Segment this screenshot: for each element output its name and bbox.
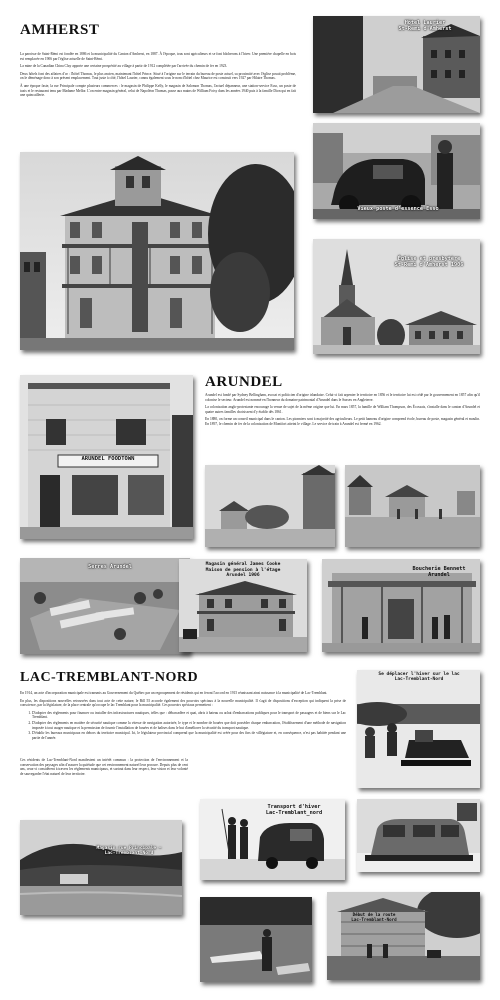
eglise-caption: Église et presbytère St-Rémi d'Amherst 1906 — [394, 256, 464, 269]
arundel-street-photo — [345, 465, 480, 547]
magasin-principale-caption: Magasin rue Principale – Lac-Tremblant-Nord — [96, 846, 162, 857]
amherst-text-block — [20, 52, 296, 101]
ltn-powers-list — [20, 711, 346, 741]
deplacer-hiver-caption: Se déplacer l'hiver sur le lac Lac-Tremblant-Nord — [378, 672, 460, 683]
list-item: 2. D'adopter des règlements en matière de sécurité nautique comme la vitesse de navigation autorisée, le type et le nombre de bouées que doit posséder chaque embarcation, l'établissement d'une méthode de navigation imposée à tout usager nautique et la permission de fournir l'installation de bouées et de balises dans le but d'améliorer la sécurité du transport nautique. — [32, 721, 346, 730]
arundel-paragraph: En 1880, on forme un conseil municipal dans le canton. Les pionniers sont à majorité des agriculteurs. Le petit hameau d'origine comprend école, bureau de poste, magasin général et moulin. En 1897, le chemin de fer de la colonisation de Montfort atteint le village. Le service de train à Arundel est fermé en 1962. — [205, 417, 480, 426]
arundel-village-photo — [205, 465, 335, 547]
ltn-text-block — [20, 691, 346, 743]
boucherie-caption: Boucherie Bennett Arundel — [412, 566, 466, 579]
section-title-amherst: AMHERST — [20, 22, 100, 38]
magasin-cook-caption: Magasin général James Cooke Maison de pension à l'étage Arundel 1906 — [205, 562, 281, 579]
lac-boats-photo — [200, 897, 312, 982]
arundel-paragraph: La colonisation anglo-protestante encourage la venue de sujet de la même origine que lui. En mars 1857, la famille de William Thompson, des Écossais, s'installe dans le canton d'Arundel et quatre autres familles choisissent d'y établir dès 1861. — [205, 405, 480, 414]
list-item: 3. D'établir les bureaux municipaux en dehors du territoire municipal. Ici, le législateur provincial comprend que la municipalité est créée pour des fins de villégiature et, en conséquence, n'est pas habitée pendant une partie de l'année. — [32, 731, 346, 740]
arundel-store-sign: ARUNDEL FOODTOWN — [81, 456, 135, 462]
section-title-lac-tremblant-nord: LAC-TREMBLANT-NORD — [20, 670, 199, 685]
debut-route-photo — [327, 892, 480, 980]
amherst-paragraph: La paroisse de Saint-Rémi est fondée en 1886 et la municipalité du Canton d'Amherst, en 1887. À l'époque, tous sont agriculteurs et se font bûcherons à l'hiver. Une première chapelle en bois est remplacée en 1906 par l'église actuelle de Saint-Rémi. — [20, 52, 296, 61]
debut-route-caption: Début de la route Lac-Tremblant-Nord — [351, 912, 397, 922]
amherst-paragraph: La mine de la Canadian China Clay apporte une certaine prospérité au village à partir de 1912 complétée par l'arrivée du chemin de fer en 1923. — [20, 64, 228, 69]
serres-arundel-photo — [20, 558, 190, 654]
snow-vehicle-photo — [357, 799, 480, 872]
section-title-arundel: ARUNDEL — [205, 374, 283, 390]
ltn-closing: Ces résidents de Lac-Tremblant-Nord manifestent un intérêt commun : la protection de l'environnement et la conservation des paysages afin d'assurer la quiétude que cet environnement naturel leur procure. Depuis plus de cent ans, ceux-ci considèrent à travers les règlements municipaux, et surtout dans leur respect, leur vision et leur volonté de sauvegarder l'état naturel de leur territoire. — [20, 758, 188, 776]
transport-hiver-caption: Transport d'hiver Lac-Tremblant_nord — [265, 804, 323, 817]
hotel-laurier-caption: Hôtel Laurier St-Rémi d'Amherst — [398, 20, 452, 33]
ltn-paragraph: En plus, les dispositions nouvelles retrouvées dans tout acte de cette nature, le Bill 55 accorde également des pouvoirs spéciaux à la nouvelle municipalité. Il s'agit de dispositions d'exception qui indiquent la prise de conscience, par la législature, de la place centrale qu'occupe le lac Tremblant pour la municipalité. Ces pouvoirs spéciaux permettent : — [20, 698, 346, 708]
hotel-photo-large — [20, 152, 294, 350]
poste-essence-photo — [313, 123, 480, 219]
amherst-paragraph: Deux hôtels font des affaires d'or : l'hôtel Thomas, le plus ancien, maintenant l'hôtel Prince. Situé à l'origine sur le terrain du bureau de poste actuel, sa proximité avec l'église posait problème, on le déménage donc à son présent emplacement. Tout juste à côté, l'hôtel Laurier, connu également sous le nom d'hôtel chez Maurice est construit vers 1927 par Hilaire Thomas. — [20, 71, 296, 81]
poste-essence-caption: Vieux poste d'essence Esso — [357, 206, 439, 212]
serres-caption: Serres Arundel — [88, 564, 132, 570]
ltn-closing-block — [20, 758, 188, 779]
arundel-paragraph: Arundel est fondé par Sydney Bellingham, avocat et politicien d'origine irlandaise. Celui-ci fait arpenter le territoire en 1856 et le territoire lui est cédé par le gouvernement en 1857 afin qu'il colonise le secteur. Arundel est nommé en l'honneur du domaine patrimonial d'Arundel dans le Sussex en Angleterre. — [205, 393, 480, 402]
ltn-intro: En 1914, un acte d'incorporation municipale est transmis au Gouvernement du Québec par un regroupement de résidents qui en feront l'accord en 1915 réunissant ainsi naissance à la municipalité de Lac-Tremblant. — [20, 691, 328, 695]
deplacer-hiver-photo — [357, 670, 480, 788]
list-item: 1. D'adopter des règlements pour financer ou installer des infrastructures nautiques, telles que : débarcadère et quai, abris à bateau ou achat d'embarcations publiques pour le transport de passagers et de biens sur le Lac Tremblant. — [32, 711, 346, 720]
arundel-text-block — [205, 393, 480, 430]
amherst-paragraph: À une époque faste, la rue Principale compte plusieurs commerces : le magasin de Philippe Kelly, le magasin de Salomon Thomas, l'actuel dépanneur, une station-service Esso, un poste de taxis et le restaurant tenu par Madame Mellor. L'on entre magasin général, celui de Napoléon Thomas, passe aux mains de William Foisy dans les années 1940 puis à la famille Dion qui en fait une quincaillerie. — [20, 83, 296, 98]
magasin-principale-photo — [20, 820, 182, 915]
